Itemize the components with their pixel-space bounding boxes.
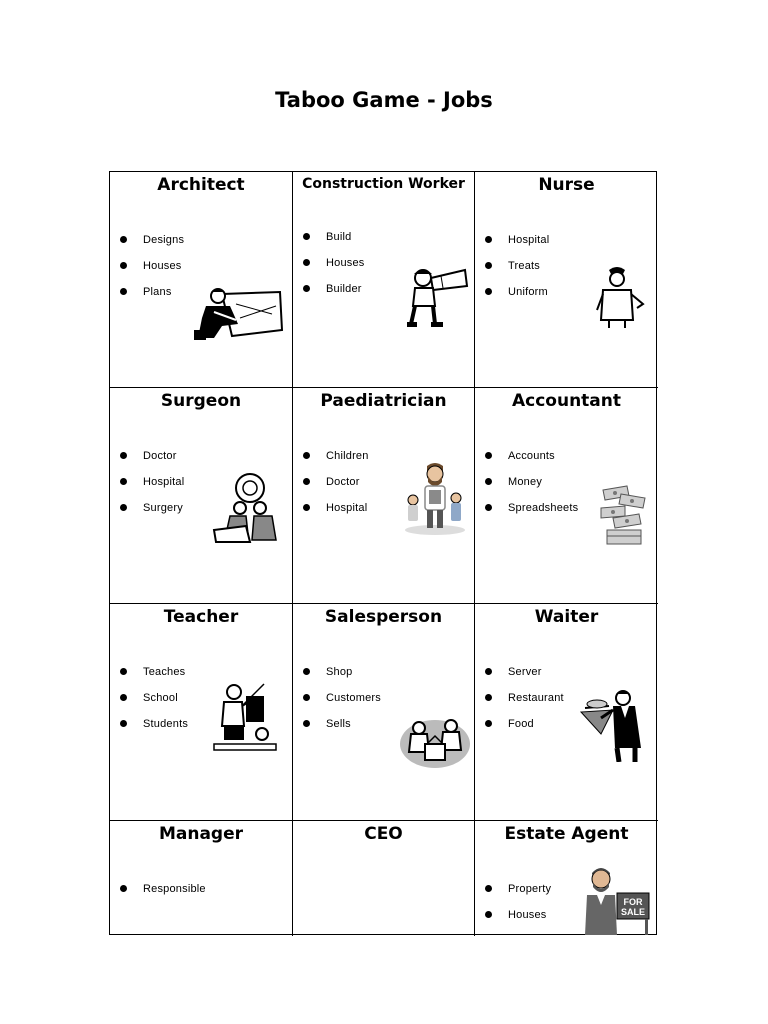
taboo-word: Hospital — [118, 472, 184, 498]
taboo-word: Treats — [483, 256, 549, 282]
taboo-word: Students — [118, 714, 188, 740]
card-title: Construction Worker — [302, 176, 465, 192]
taboo-word: Property — [483, 879, 551, 905]
taboo-word-list — [301, 662, 381, 740]
card-ceo — [293, 821, 475, 936]
card-title: Accountant — [511, 391, 622, 411]
card-title: Surgeon — [160, 391, 242, 411]
card-title: Salesperson — [324, 607, 443, 627]
card-title: Manager — [158, 824, 244, 844]
taboo-word-list — [483, 879, 551, 931]
taboo-word: Builder — [301, 279, 365, 305]
taboo-word-list — [118, 230, 184, 308]
taboo-word: Children — [301, 446, 369, 472]
card-nurse — [475, 172, 658, 388]
taboo-word: Houses — [301, 253, 365, 279]
card-title: Teacher — [163, 607, 239, 627]
card-architect — [110, 172, 293, 388]
card-title: Waiter — [534, 607, 599, 627]
card-title: CEO — [364, 824, 403, 844]
card-salesperson — [293, 604, 475, 821]
taboo-word: Designs — [118, 230, 184, 256]
taboo-word: Doctor — [301, 472, 369, 498]
sign-sale-text: SALE — [620, 907, 646, 917]
taboo-word: Spreadsheets — [483, 498, 578, 524]
card-title: Nurse — [538, 175, 595, 195]
sign-for-text: FOR — [623, 897, 643, 907]
taboo-word-list — [301, 446, 369, 524]
taboo-word: Food — [483, 714, 564, 740]
taboo-word: Restaurant — [483, 688, 564, 714]
nurse-icon — [593, 264, 647, 328]
surgeons-operating-icon — [212, 472, 282, 544]
taboo-word: Houses — [483, 905, 551, 931]
card-paediatrician — [293, 388, 475, 604]
architect-drawing-icon — [192, 284, 284, 340]
taboo-word-list — [483, 662, 564, 740]
taboo-word: Build — [301, 227, 365, 253]
taboo-cards-grid — [109, 171, 657, 935]
taboo-word: Shop — [301, 662, 381, 688]
teacher-blackboard-icon — [212, 682, 278, 752]
taboo-word-list — [118, 662, 188, 740]
taboo-word: Plans — [118, 282, 184, 308]
taboo-word: Hospital — [483, 230, 549, 256]
doctor-with-children-icon — [403, 460, 467, 536]
taboo-word: Accounts — [483, 446, 578, 472]
taboo-word: Teaches — [118, 662, 188, 688]
card-surgeon — [110, 388, 293, 604]
taboo-word: Doctor — [118, 446, 184, 472]
shop-sale-icon — [399, 714, 471, 770]
card-teacher — [110, 604, 293, 821]
card-waiter — [475, 604, 658, 821]
taboo-word: Customers — [301, 688, 381, 714]
page-title: Taboo Game - Jobs — [275, 88, 493, 112]
card-title: Paediatrician — [320, 391, 447, 411]
taboo-word: Server — [483, 662, 564, 688]
taboo-word-list — [301, 227, 365, 305]
taboo-word: Responsible — [118, 879, 206, 905]
taboo-word: Uniform — [483, 282, 549, 308]
taboo-word: Houses — [118, 256, 184, 282]
taboo-word-list — [483, 446, 578, 524]
taboo-word: School — [118, 688, 188, 714]
taboo-word: Hospital — [301, 498, 369, 524]
card-title: Architect — [157, 175, 245, 195]
card-accountant — [475, 388, 658, 604]
card-estate-agent — [475, 821, 658, 936]
taboo-word-list — [118, 446, 184, 524]
taboo-word: Sells — [301, 714, 381, 740]
construction-worker-icon — [405, 264, 469, 328]
taboo-word-list — [483, 230, 549, 308]
taboo-word-list — [118, 879, 206, 905]
waiter-tray-icon — [579, 688, 645, 762]
money-bills-icon — [599, 484, 651, 546]
card-title: Estate Agent — [504, 824, 629, 844]
taboo-word: Money — [483, 472, 578, 498]
card-construction-worker — [293, 172, 475, 388]
card-manager — [110, 821, 293, 936]
estate-agent-for-sale-icon — [583, 865, 653, 935]
taboo-word: Surgery — [118, 498, 184, 524]
